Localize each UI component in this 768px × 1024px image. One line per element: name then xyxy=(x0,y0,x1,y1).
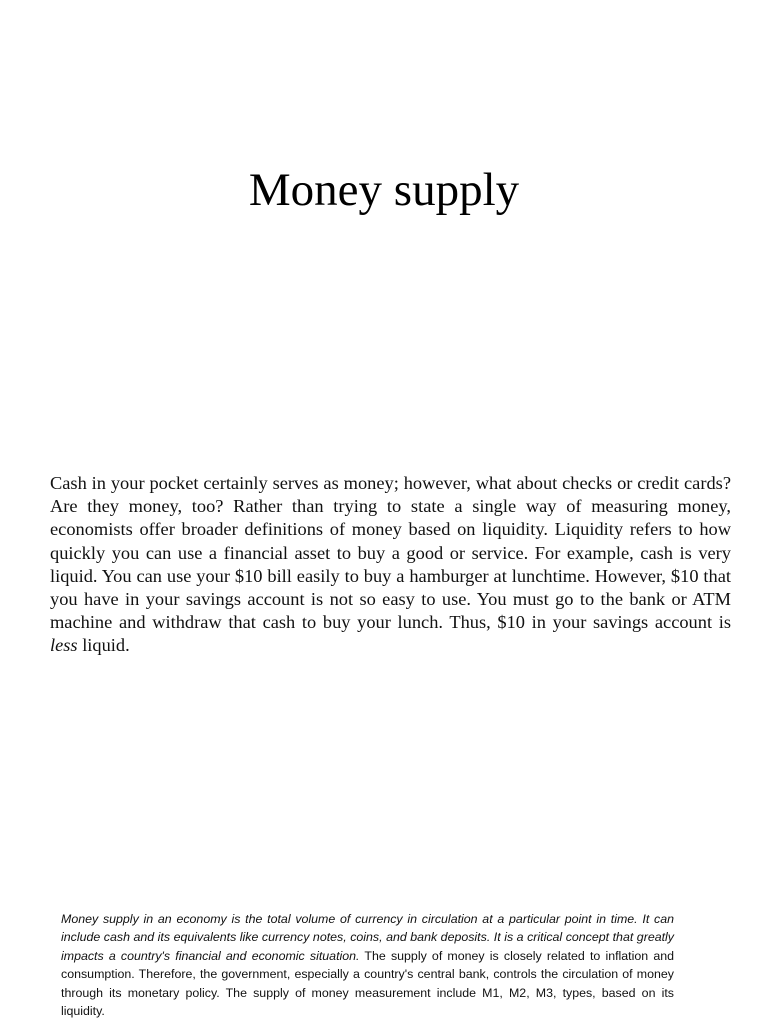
body-text-end: liquid. xyxy=(77,635,130,656)
body-paragraph xyxy=(50,472,731,658)
footnote-italic-text: Money supply in an economy is the total volume of currency in circulation at a particular point in time. It can include cash and its equivalents like currency notes, coins, and bank deposits. It is a critical concept that greatly impacts a country's financial and economic situation. xyxy=(61,912,674,963)
body-text-start: Cash in your pocket certainly serves as money; however, what about checks or credit cards? Are they money, too? Rather than trying to state a single way of measuring money, economists offer broader definitions of money based on liquidity. Liquidity refers to how quickly you can use a financial asset to buy a good or service. For example, cash is very liquid. You can use your $10 bill easily to buy a hamburger at lunchtime. However, $10 that you have in your savings account is not so easy to use. You must go to the bank or ATM machine and withdraw that cash to buy your lunch. Thus, $10 in your savings account is xyxy=(50,473,731,633)
page-title: Money supply xyxy=(248,164,520,216)
footnote-paragraph xyxy=(61,910,674,1020)
body-emphasis: less xyxy=(50,635,78,656)
footnote-regular-text: The supply of money is closely related to inflation and consumption. Therefore, the government, especially a country's central bank, controls the circulation of money through its monetary policy. The supply of money measurement include M1, M2, M3, types, based on its liquidity. xyxy=(61,948,674,1019)
